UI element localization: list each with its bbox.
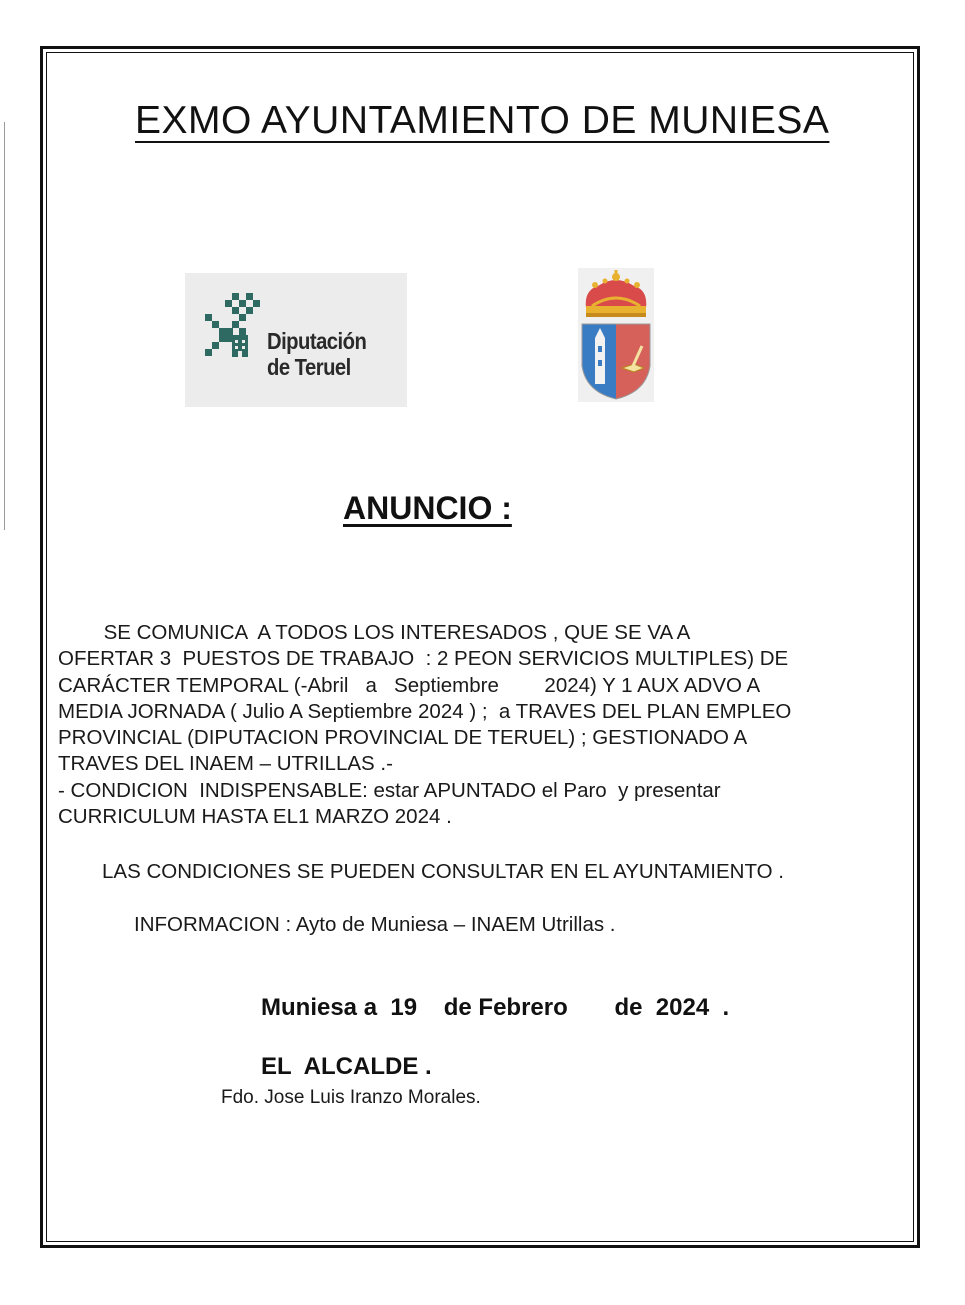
notice-heading: ANUNCIO : (343, 490, 512, 526)
notice-frame (40, 46, 920, 1248)
notice-body-line: PROVINCIAL (DIPUTACION PROVINCIAL DE TERUEL) ; GESTIONADO A (58, 726, 748, 750)
diputacion-logo-line2: de Teruel (267, 354, 351, 380)
information-line: INFORMACION : Ayto de Muniesa – INAEM Utrillas . (134, 913, 616, 936)
coat-of-arms-icon (578, 268, 654, 402)
date-line: Muniesa a 19 de Febrero de 2024 . (261, 994, 730, 1021)
signature-line: Fdo. Jose Luis Iranzo Morales. (221, 1087, 481, 1108)
coat-of-arms (578, 268, 654, 402)
notice-body-line: OFERTAR 3 PUESTOS DE TRABAJO : 2 PEON SERVICIOS MULTIPLES) DE (58, 647, 789, 671)
conditions-line: LAS CONDICIONES SE PUEDEN CONSULTAR EN EL AYUNTAMIENTO . (102, 860, 784, 883)
notice-body-line: CARÁCTER TEMPORAL (-Abril a Septiembre 2024) Y 1 AUX ADVO A (58, 673, 761, 697)
page-title: EXMO AYUNTAMIENTO DE MUNIESA (135, 99, 830, 142)
notice-body-line: CURRICULUM HASTA EL1 MARZO 2024 . (58, 805, 452, 829)
mayor-title: EL ALCALDE . (261, 1053, 432, 1080)
notice-body-line: - CONDICION INDISPENSABLE: estar APUNTADO el Paro y presentar (58, 778, 721, 802)
notice-body-line: TRAVES DEL INAEM – UTRILLAS .- (58, 752, 393, 776)
notice-body-line: SE COMUNICA A TODOS LOS INTERESADOS , QUE SE VA A (58, 621, 691, 644)
notice-body-line: MEDIA JORNADA ( Julio A Septiembre 2024 ) ; a TRAVES DEL PLAN EMPLEO (58, 699, 792, 723)
notice-body (58, 620, 908, 830)
diputacion-teruel-logo (185, 273, 407, 407)
diputacion-teruel-icon (205, 293, 265, 373)
diputacion-logo-line1: Diputación (267, 328, 367, 354)
page-edge-line (4, 122, 5, 530)
